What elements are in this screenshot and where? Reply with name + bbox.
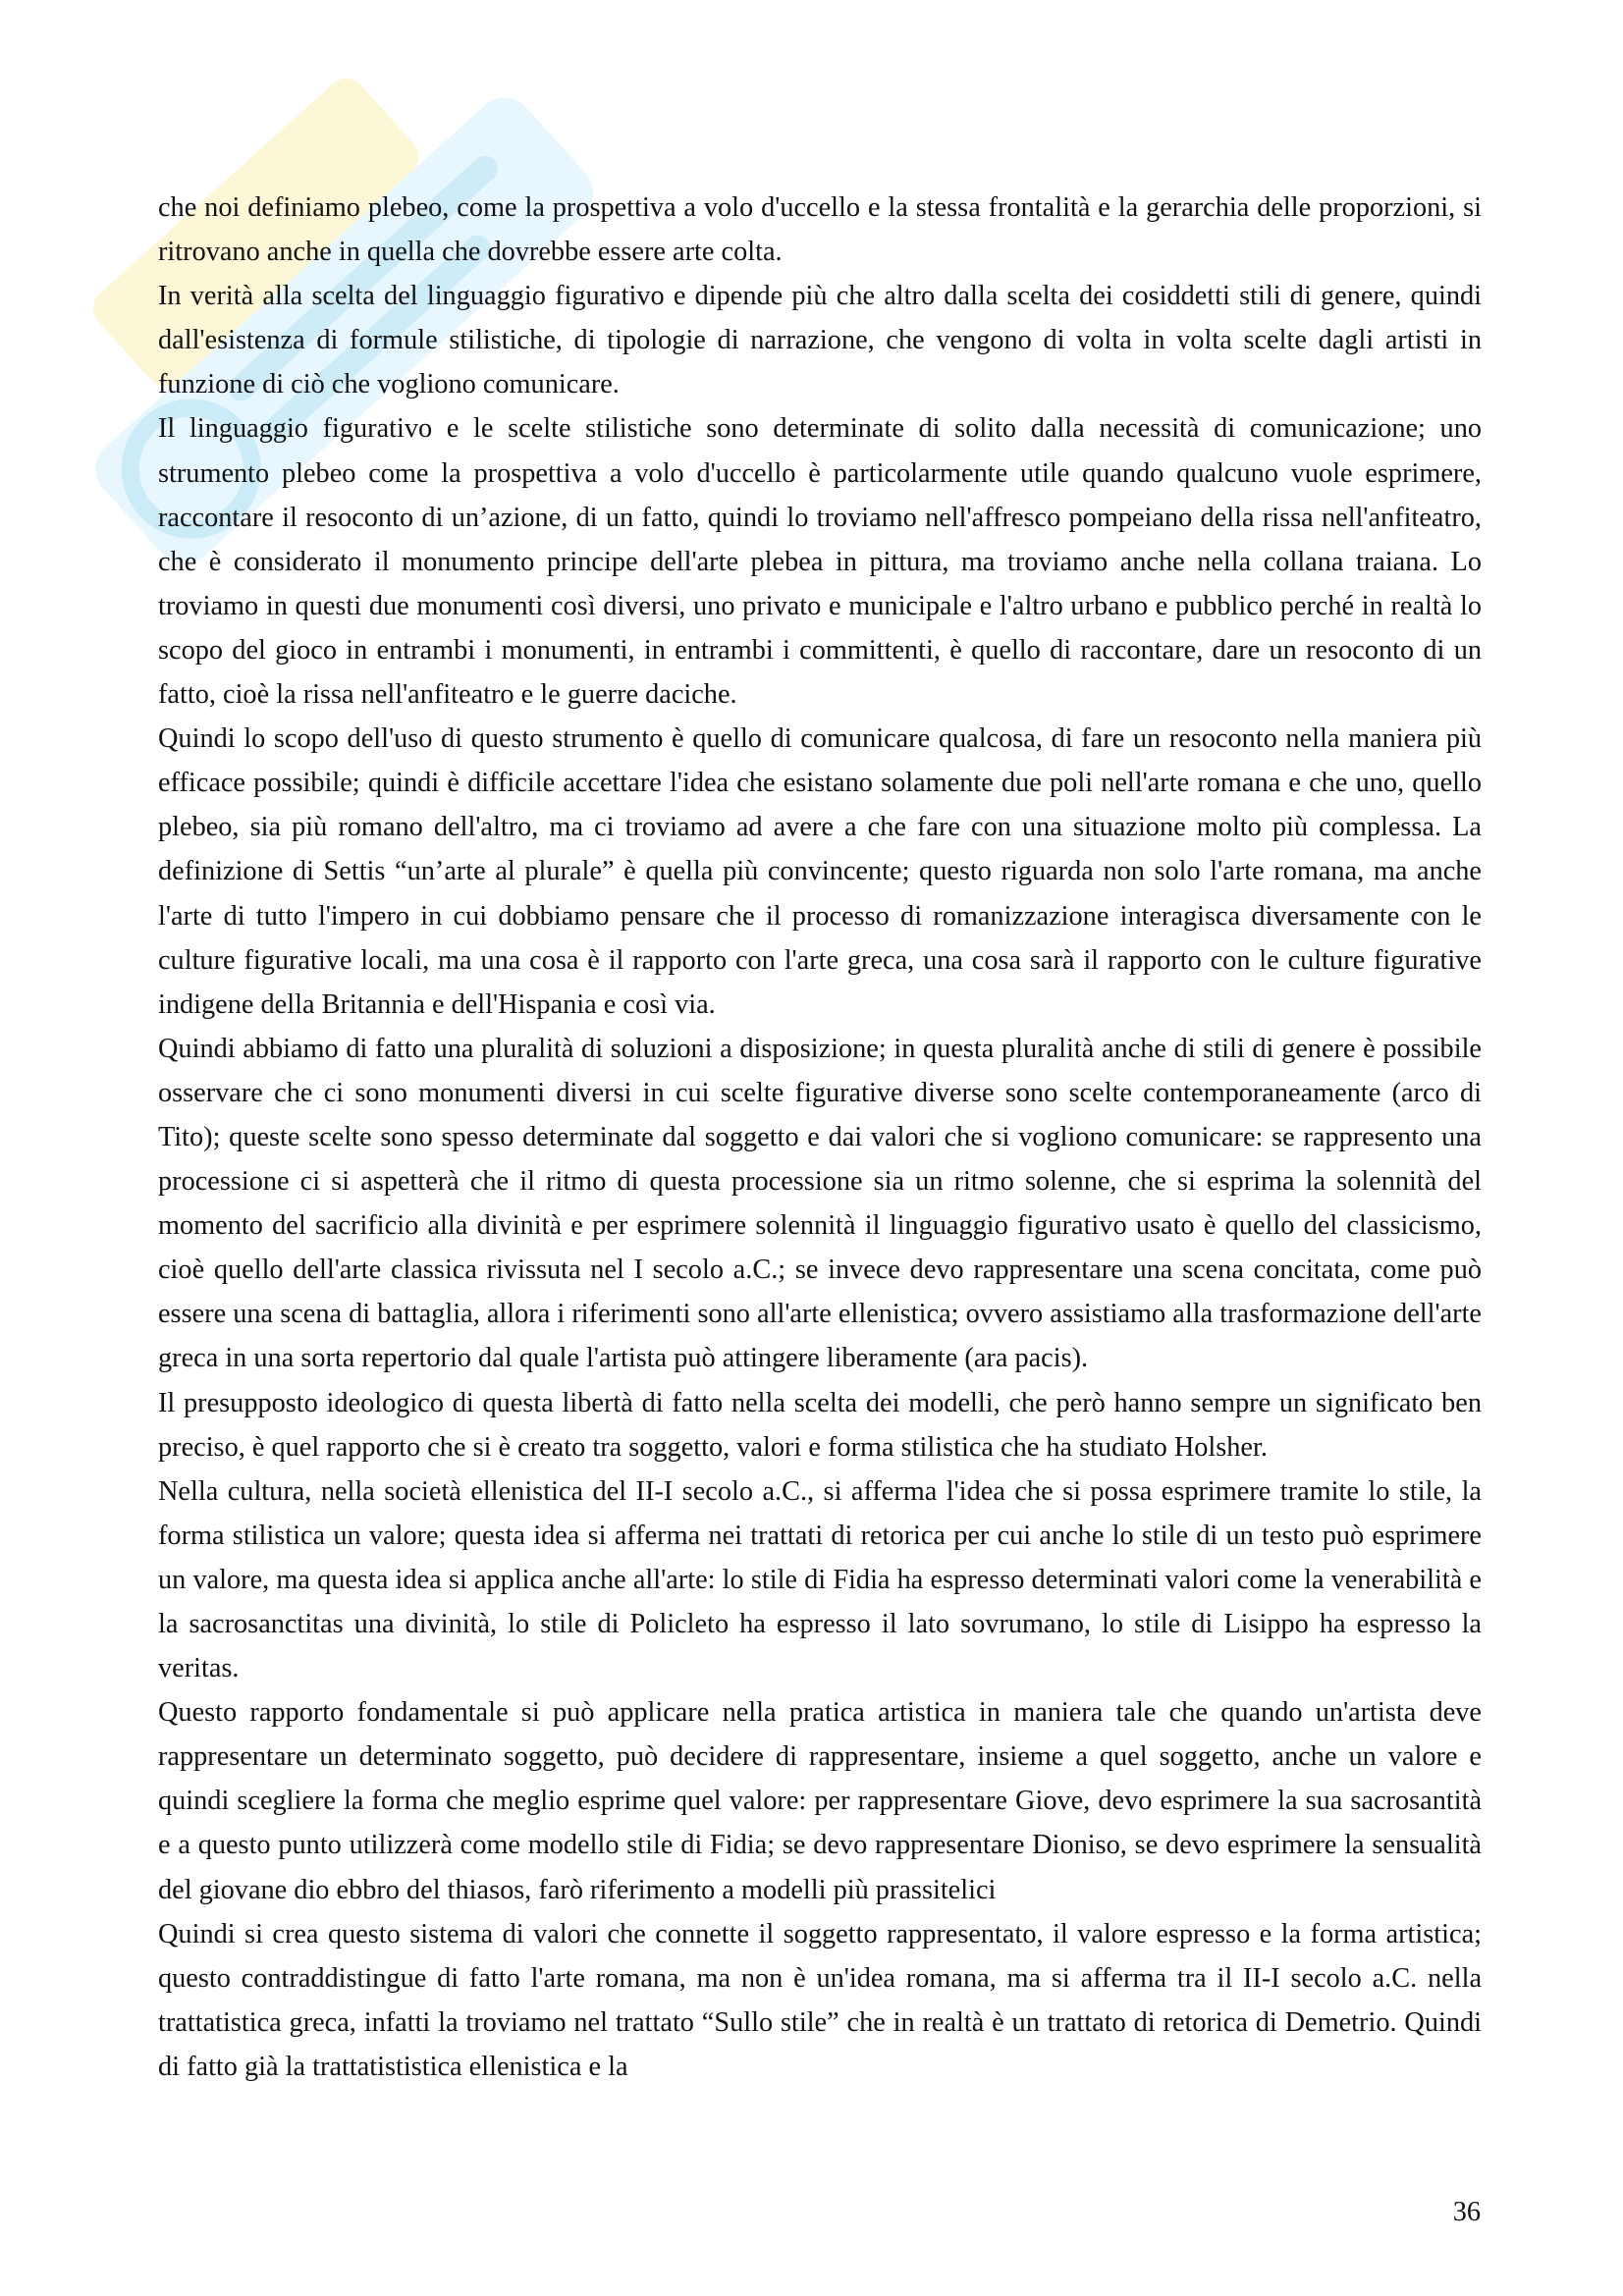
- paragraph: Nella cultura, nella società ellenistica del II-I secolo a.C., si afferma l'idea che si possa esprimere tramite lo stile, la forma stilistica un valore; questa idea si afferma nei trattati di retorica per cui anche lo stile di un testo può esprimere un valore, ma questa idea si applica anche all'arte: lo stile di Fidia ha espresso determinati valori come la venerabilità e la sacrosanctitas una divinità, lo stile di Policleto ha espresso il lato sovrumano, lo stile di Lisippo ha espresso la veritas.: [158, 1475, 1482, 1684]
- paragraph: Quindi si crea questo sistema di valori che connette il soggetto rappresentato, il valore espresso e la forma artistica; questo contraddistingue di fatto l'arte romana, ma non è un'idea romana, ma si afferma tra il II-I secolo a.C. nella trattatistica greca, infatti la troviamo nel trattato “Sullo stile” che in realtà è un trattato di retorica di Demetrio. Quindi di fatto già la trattatististica ellenistica e la: [158, 1918, 1482, 2082]
- paragraph: In verità alla scelta del linguaggio figurativo e dipende più che altro dalla scelta dei cosiddetti stili di genere, quindi dall'esistenza di formule stilistiche, di tipologie di narrazione, che vengono di volta in volta scelte dagli artisti in funzione di ciò che vogliono comunicare.: [158, 281, 1482, 400]
- paragraph: Quindi abbiamo di fatto una pluralità di soluzioni a disposizione; in questa pluralità anche di stili di genere è possibile osservare che ci sono monumenti diversi in cui scelte figurative diverse sono scelte contemporaneamente (arco di Tito); queste scelte sono spesso determinate dal soggetto e dai valori che si vogliono comunicare: se rappresento una processione ci si aspetterà che il ritmo di questa processione sia un ritmo solenne, che si esprima la solennità del momento del sacrificio alla divinità e per esprimere solennità il linguaggio figurativo usato è quello del classicismo, cioè quello dell'arte classica rivissuta nel I secolo a.C.; se invece devo rappresentare una scena concitata, come può essere una scena di battaglia, allora i riferimenti sono all'arte ellenistica; ovvero assistiamo alla trasformazione dell'arte greca in una sorta repertorio dal quale l'artista può attingere liberamente (ara pacis).: [158, 1033, 1482, 1374]
- paragraph: Questo rapporto fondamentale si può applicare nella pratica artistica in maniera tale che quando un'artista deve rappresentare un determinato soggetto, può decidere di rappresentare, insieme a quel soggetto, anche un valore e quindi scegliere la forma che meglio esprime quel valore: per rappresentare Giove, devo esprimere la sua sacrosantità e a questo punto utilizzerà come modello stile di Fidia; se devo rappresentare Dioniso, se devo esprimere la sensualità del giovane dio ebbro del thiasos, farò riferimento a modelli più prassitelici: [158, 1697, 1482, 1905]
- page-body: [158, 186, 1482, 2089]
- paragraph: che noi definiamo plebeo, come la prospettiva a volo d'uccello e la stessa frontalità e la gerarchia delle proporzioni, si ritrovano anche in quella che dovrebbe essere arte colta.: [158, 192, 1482, 268]
- paragraph: Il presupposto ideologico di questa libertà di fatto nella scelta dei modelli, che però hanno sempre un significato ben preciso, è quel rapporto che si è creato tra soggetto, valori e forma stilistica che ha studiato Holsher.: [158, 1387, 1482, 1463]
- page-number: 36: [1452, 2197, 1481, 2227]
- paragraph: Quindi lo scopo dell'uso di questo strumento è quello di comunicare qualcosa, di fare un resoconto nella maniera più efficace possibile; quindi è difficile accettare l'idea che esistano solamente due poli nell'arte romana e che uno, quello plebeo, sia più romano dell'altro, ma ci troviamo ad avere a che fare con una situazione molto più complessa. La definizione di Settis “un’arte al plurale” è quella più convincente; questo riguarda non solo l'arte romana, ma anche l'arte di tutto l'impero in cui dobbiamo pensare che il processo di romanizzazione interagisca diversamente con le culture figurative locali, ma una cosa è il rapporto con l'arte greca, una cosa sarà il rapporto con le culture figurative indigene della Britannia e dell'Hispania e così via.: [158, 723, 1482, 1020]
- paragraph: Il linguaggio figurativo e le scelte stilistiche sono determinate di solito dalla necessità di comunicazione; uno strumento plebeo come la prospettiva a volo d'uccello è particolarmente utile quando qualcuno vuole esprimere, raccontare il resoconto di un’azione, di un fatto, quindi lo troviamo nell'affresco pompeiano della rissa nell'anfiteatro, che è considerato il monumento principe dell'arte plebea in pittura, ma troviamo anche nella collana traiana. Lo troviamo in questi due monumenti così diversi, uno privato e municipale e l'altro urbano e pubblico perché in realtà lo scopo del gioco in entrambi i monumenti, in entrambi i committenti, è quello di raccontare, dare un resoconto di un fatto, cioè la rissa nell'anfiteatro e le guerre daciche.: [158, 413, 1482, 711]
